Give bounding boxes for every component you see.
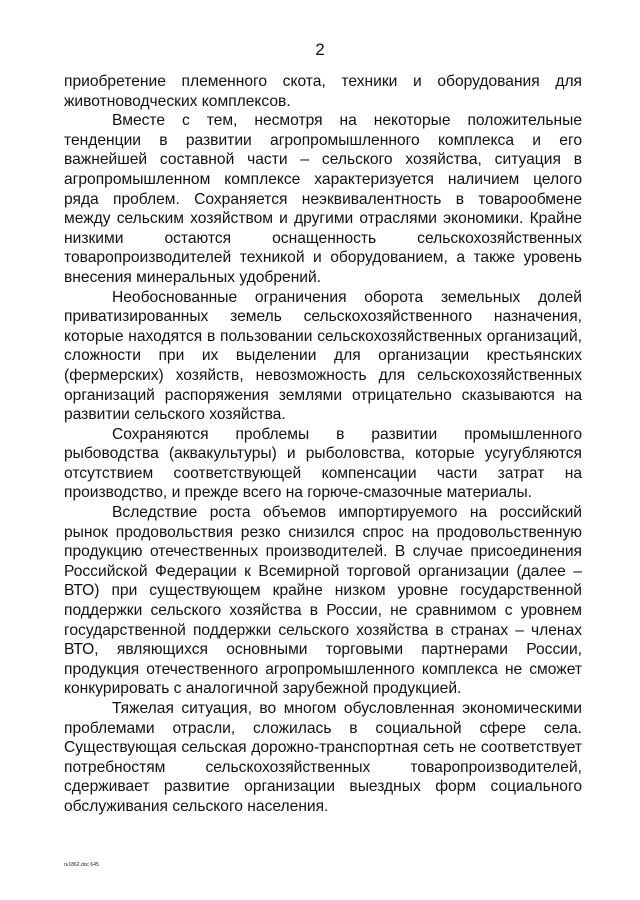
document-body — [64, 72, 582, 817]
paragraph-continuation: приобретение племенного скота, техники и оборудования для животноводческих комплексов. — [64, 73, 582, 110]
paragraph-import-wto: Вследствие роста объемов импортируемого на российский рынок продовольствия резко снизился спрос на продовольственную продукцию отечественных производителей. В случае присоединения Российской Федерации к Всемирной торговой организации (далее – ВТО) при существующем крайне низком уровне государственной поддержки сельского хозяйства в России, не сравнимом с уровнем государственной поддержки сельского хозяйства в странах – членах ВТО, являющихся основными торговыми партнерами России, продукция отечественного агропромышленного комплекса не сможет конкурировать с аналогичной зарубежной продукцией. — [64, 504, 582, 698]
page-number: 2 — [315, 40, 325, 59]
paragraph-agro-problems: Вместе с тем, несмотря на некоторые положительные тенденции в развитии агропромышленного комплекса и его важнейшей составной части – сельского хозяйства, ситуация в агропромышленном комплексе характеризуется наличием целого ряда проблем. Сохраняется неэквивалентность в товарообмене между сельским хозяйством и другими отраслями экономики. Крайне низкими остаются оснащенность сельскохозяйственных товаропроизводителей техникой и оборудованием, а также уровень внесения минеральных удобрений. — [64, 112, 582, 286]
footer-file-reference: ru1862.doc 645 — [64, 862, 99, 868]
paragraph-fishery-problems: Сохраняются проблемы в развитии промышленного рыбоводства (аквакультуры) и рыболовства, которые усугубляются отсутствием соответствующей компенсации части затрат на производство, и прежде всего на горюче-смазочные материалы. — [64, 425, 582, 502]
paragraph-social-sphere: Тяжелая ситуация, во многом обусловленная экономическими проблемами отрасли, сложилась в социальной сфере села. Существующая сельская дорожно-транспортная сеть не соответствует потребностям сельскохозяйственных товаропроизводителей, сдерживает развитие организации выездных форм социального обслуживания сельского населения. — [64, 700, 582, 815]
paragraph-land-restrictions: Необоснованные ограничения оборота земельных долей приватизированных земель сельскохозяйственного назначения, которые находятся в пользовании сельскохозяйственных организаций, сложности при их выделении для организации крестьянских (фермерских) хозяйств, невозможность для сельскохозяйственных организаций распоряжения землями отрицательно сказываются на развитии сельского хозяйства. — [64, 288, 582, 424]
